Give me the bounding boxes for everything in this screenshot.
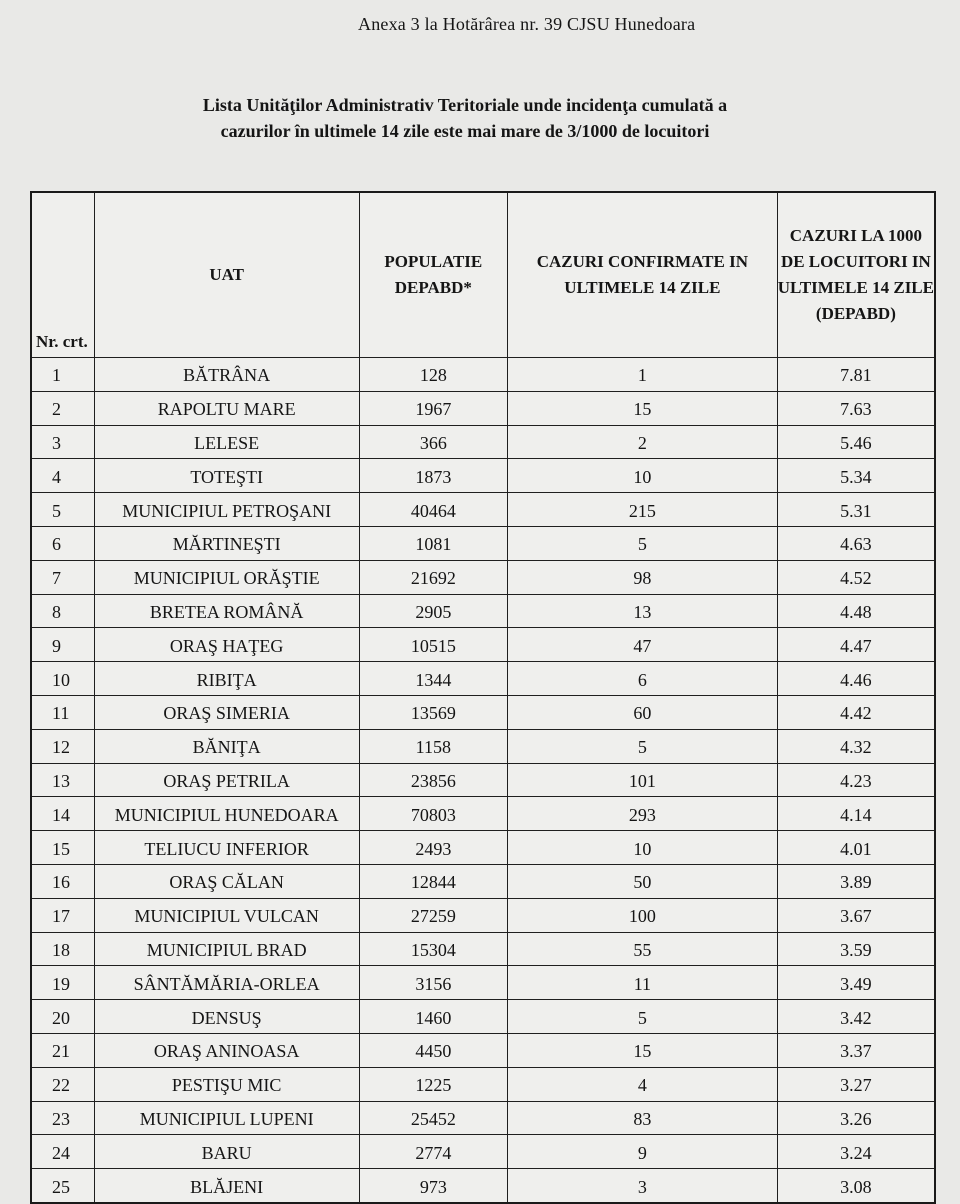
cell-cases: 15 [507,391,777,425]
cell-population: 1967 [359,391,507,425]
cell-population: 13569 [359,695,507,729]
cell-rate: 3.42 [777,1000,935,1034]
cell-nr: 8 [31,594,94,628]
table-row [31,391,935,425]
cell-population: 1081 [359,526,507,560]
cell-nr: 11 [31,695,94,729]
cell-uat: ORAŞ SIMERIA [94,695,359,729]
cell-rate: 3.49 [777,966,935,1000]
cell-population: 1460 [359,1000,507,1034]
cell-nr: 18 [31,932,94,966]
cell-cases: 10 [507,459,777,493]
cell-population: 70803 [359,797,507,831]
cell-uat: TELIUCU INFERIOR [94,831,359,865]
table-row [31,459,935,493]
cell-cases: 47 [507,628,777,662]
title-line-2: cazurilor în ultimele 14 zile este mai mare de 3/1000 de locuitori [220,121,710,141]
cell-nr: 13 [31,763,94,797]
cell-rate: 4.52 [777,560,935,594]
table-row [31,425,935,459]
cell-rate: 4.01 [777,831,935,865]
cell-uat: BRETEA ROMÂNĂ [94,594,359,628]
cell-uat: MUNICIPIUL VULCAN [94,898,359,932]
cell-cases: 55 [507,932,777,966]
table-row [31,628,935,662]
uat-incidence-table [30,191,936,1204]
cell-population: 1344 [359,662,507,696]
table-body [31,358,935,1203]
cell-cases: 50 [507,864,777,898]
table-row [31,358,935,392]
cell-population: 12844 [359,864,507,898]
cell-rate: 4.47 [777,628,935,662]
cell-rate: 4.63 [777,526,935,560]
cell-cases: 3 [507,1169,777,1203]
cell-uat: SÂNTĂMĂRIA-ORLEA [94,966,359,1000]
table-row [31,1101,935,1135]
table-row [31,526,935,560]
cell-cases: 13 [507,594,777,628]
cell-nr: 10 [31,662,94,696]
cell-nr: 4 [31,459,94,493]
table-row [31,729,935,763]
cell-cases: 215 [507,493,777,527]
cell-rate: 4.23 [777,763,935,797]
table-row [31,797,935,831]
cell-cases: 11 [507,966,777,1000]
cell-population: 3156 [359,966,507,1000]
cell-rate: 3.27 [777,1067,935,1101]
cell-nr: 6 [31,526,94,560]
cell-cases: 101 [507,763,777,797]
cell-rate: 5.34 [777,459,935,493]
cell-cases: 5 [507,729,777,763]
cell-uat: MUNICIPIUL ORĂŞTIE [94,560,359,594]
cell-rate: 5.46 [777,425,935,459]
cell-nr: 23 [31,1101,94,1135]
document-header: Anexa 3 la Hotărârea nr. 39 CJSU Hunedoara [358,14,696,34]
document-title [0,92,900,144]
cell-uat: ORAŞ HAŢEG [94,628,359,662]
cell-population: 2774 [359,1135,507,1169]
cell-rate: 3.89 [777,864,935,898]
cell-population: 23856 [359,763,507,797]
table-row [31,493,935,527]
cell-uat: MĂRTINEŞTI [94,526,359,560]
cell-uat: BLĂJENI [94,1169,359,1203]
cell-nr: 9 [31,628,94,662]
table-header-row [31,192,935,358]
cell-uat: ORAŞ PETRILA [94,763,359,797]
cell-population: 40464 [359,493,507,527]
table-row [31,831,935,865]
table-row [31,1067,935,1101]
cell-cases: 2 [507,425,777,459]
cell-cases: 83 [507,1101,777,1135]
cell-uat: RIBIŢA [94,662,359,696]
cell-nr: 2 [31,391,94,425]
cell-population: 2493 [359,831,507,865]
cell-nr: 19 [31,966,94,1000]
cell-uat: RAPOLTU MARE [94,391,359,425]
table-row [31,898,935,932]
cell-rate: 3.24 [777,1135,935,1169]
cell-rate: 4.46 [777,662,935,696]
cell-cases: 15 [507,1033,777,1067]
cell-rate: 4.32 [777,729,935,763]
table-row [31,1033,935,1067]
cell-uat: TOTEŞTI [94,459,359,493]
cell-uat: BĂNIŢA [94,729,359,763]
cell-rate: 3.67 [777,898,935,932]
cell-cases: 9 [507,1135,777,1169]
cell-rate: 3.59 [777,932,935,966]
cell-uat: ORAŞ CĂLAN [94,864,359,898]
cell-cases: 6 [507,662,777,696]
cell-nr: 12 [31,729,94,763]
cell-rate: 7.63 [777,391,935,425]
cell-uat: LELESE [94,425,359,459]
cell-cases: 100 [507,898,777,932]
cell-uat: MUNICIPIUL PETROŞANI [94,493,359,527]
table-row [31,932,935,966]
cell-nr: 5 [31,493,94,527]
cell-uat: BĂTRÂNA [94,358,359,392]
cell-cases: 4 [507,1067,777,1101]
cell-nr: 14 [31,797,94,831]
table-row [31,560,935,594]
cell-uat: ORAŞ ANINOASA [94,1033,359,1067]
table-row [31,763,935,797]
cell-population: 21692 [359,560,507,594]
cell-uat: MUNICIPIUL HUNEDOARA [94,797,359,831]
cell-nr: 15 [31,831,94,865]
cell-rate: 4.42 [777,695,935,729]
cell-population: 15304 [359,932,507,966]
cell-population: 128 [359,358,507,392]
cell-rate: 4.14 [777,797,935,831]
cell-population: 10515 [359,628,507,662]
cell-nr: 16 [31,864,94,898]
column-header-nr: Nr. crt. [31,192,94,358]
cell-nr: 7 [31,560,94,594]
cell-nr: 1 [31,358,94,392]
column-header-cases: CAZURI CONFIRMATE IN ULTIMELE 14 ZILE [507,192,777,358]
cell-population: 2905 [359,594,507,628]
cell-uat: PESTIŞU MIC [94,1067,359,1101]
cell-uat: DENSUŞ [94,1000,359,1034]
cell-uat: BARU [94,1135,359,1169]
table-row [31,1169,935,1203]
cell-uat: MUNICIPIUL LUPENI [94,1101,359,1135]
table-row [31,864,935,898]
cell-rate: 5.31 [777,493,935,527]
column-header-uat: UAT [94,192,359,358]
cell-rate: 7.81 [777,358,935,392]
table-row [31,695,935,729]
cell-rate: 3.26 [777,1101,935,1135]
cell-nr: 22 [31,1067,94,1101]
cell-nr: 24 [31,1135,94,1169]
table-row [31,1000,935,1034]
cell-population: 366 [359,425,507,459]
cell-rate: 3.37 [777,1033,935,1067]
cell-nr: 25 [31,1169,94,1203]
cell-population: 973 [359,1169,507,1203]
cell-cases: 5 [507,526,777,560]
cell-population: 1158 [359,729,507,763]
cell-nr: 20 [31,1000,94,1034]
table-row [31,966,935,1000]
cell-uat: MUNICIPIUL BRAD [94,932,359,966]
cell-population: 25452 [359,1101,507,1135]
cell-cases: 60 [507,695,777,729]
cell-population: 1225 [359,1067,507,1101]
title-line-1: Lista Unităţilor Administrativ Teritoriale unde incidenţa cumulată a [202,95,728,115]
cell-cases: 5 [507,1000,777,1034]
cell-nr: 3 [31,425,94,459]
cell-nr: 17 [31,898,94,932]
table-row [31,1135,935,1169]
column-header-population: POPULATIE DEPABD* [359,192,507,358]
cell-rate: 3.08 [777,1169,935,1203]
cell-population: 4450 [359,1033,507,1067]
cell-population: 1873 [359,459,507,493]
cell-cases: 293 [507,797,777,831]
cell-nr: 21 [31,1033,94,1067]
table-row [31,662,935,696]
cell-rate: 4.48 [777,594,935,628]
cell-cases: 10 [507,831,777,865]
cell-cases: 1 [507,358,777,392]
cell-population: 27259 [359,898,507,932]
column-header-rate: CAZURI LA 1000 DE LOCUITORI IN ULTIMELE 14 ZILE (DEPABD) [777,192,935,358]
cell-cases: 98 [507,560,777,594]
table-row [31,594,935,628]
